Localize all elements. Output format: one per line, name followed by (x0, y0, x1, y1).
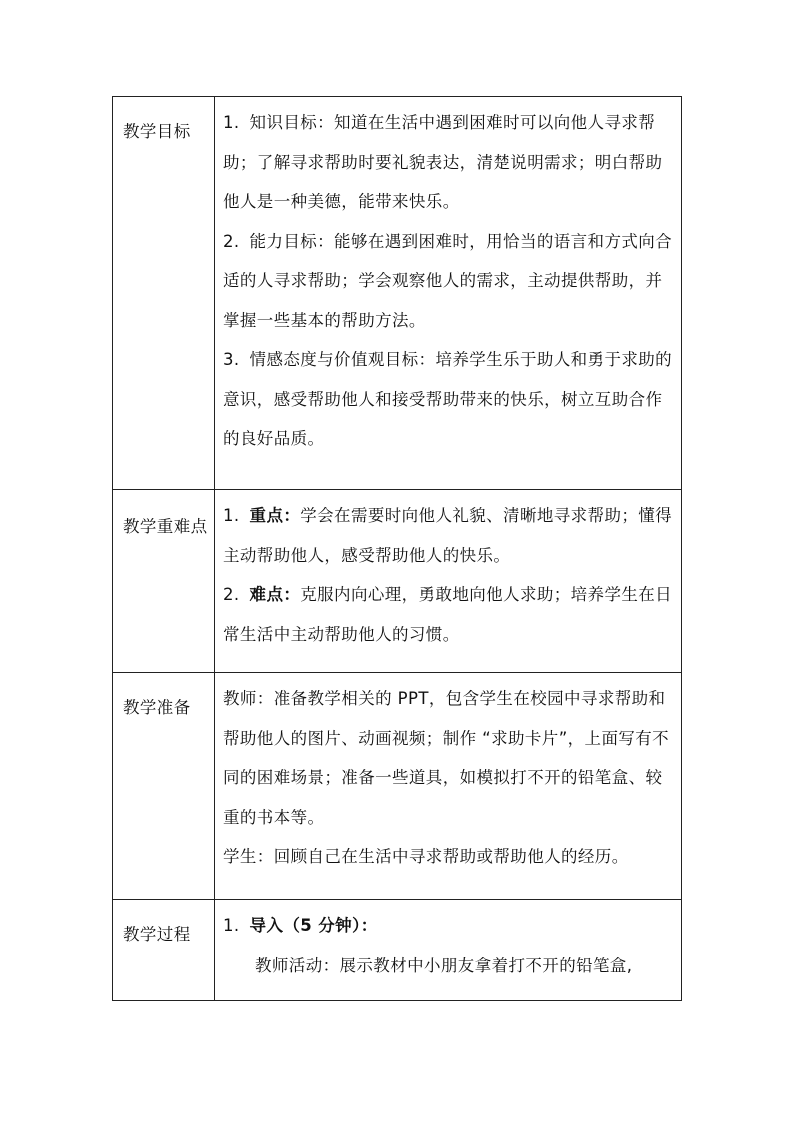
row-label: 教学重难点 (113, 490, 215, 673)
table-row (113, 673, 682, 900)
paragraph: 教师活动：展示教材中小朋友拿着打不开的铅笔盒, (255, 955, 633, 975)
lesson-plan-table (112, 96, 682, 1001)
paragraph: 2. 难点：克服内向心理，勇敢地向他人求助；培养学生在日常生活中主动帮助他人的习惯。 (223, 585, 673, 644)
table-row (113, 97, 682, 490)
row-content (215, 490, 682, 673)
bold-term: 重点： (249, 506, 301, 525)
row-label: 教学准备 (113, 673, 215, 900)
paragraph: 学生：回顾自己在生活中寻求帮助或帮助他人的经历。 (223, 847, 629, 866)
paragraph: 1. 知识目标：知道在生活中遇到困难时可以向他人寻求帮助；了解寻求帮助时要礼貌表达，清楚说明需求；明白帮助他人是一种美德，能带来快乐。 (223, 113, 663, 211)
paragraph: 3. 情感态度与价值观目标：培养学生乐于助人和勇于求助的意识，感受帮助他人和接受帮助带来的快乐，树立互助合作的良好品质。 (223, 350, 673, 448)
paragraph: 教师：准备教学相关的 PPT，包含学生在校园中寻求帮助和帮助他人的图片、动画视频；制作 “求助卡片”，上面写有不同的困难场景；准备一些道具，如模拟打不开的铅笔盒、较重的书本等。 (223, 689, 670, 827)
row-label: 教学目标 (113, 97, 215, 490)
row-label: 教学过程 (113, 900, 215, 1001)
paragraph: 1. 重点：学会在需要时向他人礼貌、清晰地寻求帮助；懂得主动帮助他人，感受帮助他人的快乐。 (223, 506, 673, 565)
paragraph: 2. 能力目标：能够在遇到困难时，用恰当的语言和方式向合适的人寻求帮助；学会观察他人的需求，主动提供帮助，并掌握一些基本的帮助方法。 (223, 231, 673, 330)
bold-term: 难点： (249, 585, 301, 604)
table-row (113, 900, 682, 1001)
paragraph: 1. 导入（5 分钟）： (223, 916, 378, 935)
row-content (215, 900, 682, 1001)
row-content (215, 673, 682, 900)
row-content (215, 97, 682, 490)
bold-term: 导入（5 分钟）： (249, 916, 378, 935)
table-row (113, 490, 682, 673)
